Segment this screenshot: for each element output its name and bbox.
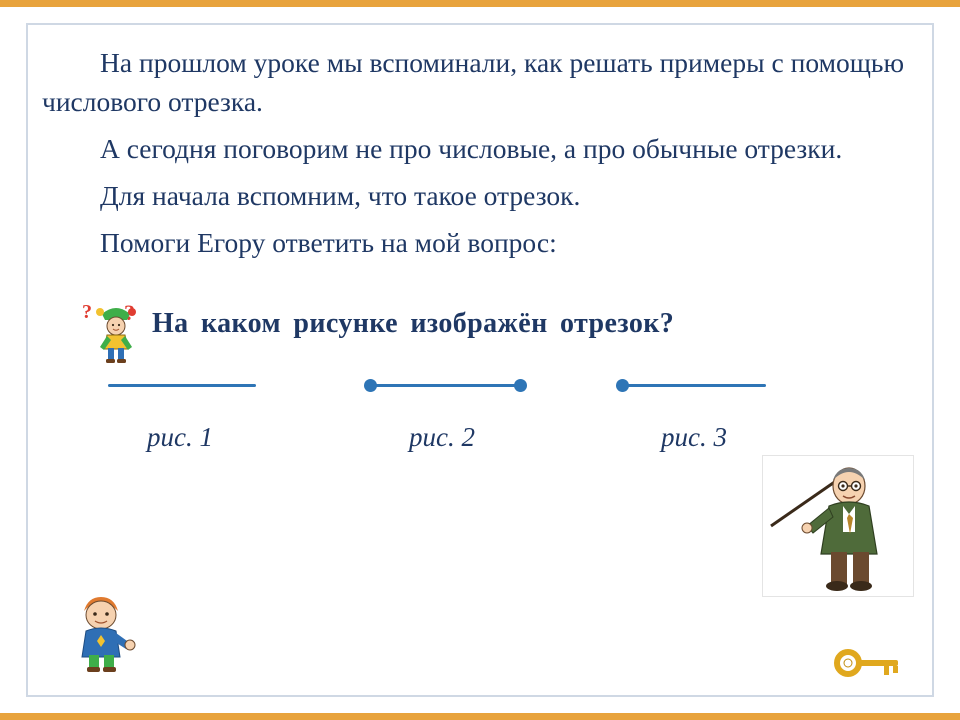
figure-1-label: рис. 1 [147, 422, 213, 453]
paragraph-3: Для начала вспомним, что такое отрезок. [100, 180, 581, 212]
figure-2[interactable] [342, 370, 542, 453]
paragraph-1: На прошлом уроке мы вспоминали, как решать примеры с помощью числового отрезка. [42, 47, 904, 118]
endpoint-dot-left [616, 379, 629, 392]
question-title: На каком рисунке изображён отрезок? [152, 308, 675, 340]
question-row [42, 296, 904, 358]
jester-boy-icon [80, 298, 152, 364]
line-segment [108, 384, 256, 387]
figure-2-label: рис. 2 [409, 422, 475, 453]
line-segment [370, 384, 520, 387]
golden-key-icon [834, 643, 902, 683]
slide-content [28, 25, 932, 695]
line-segment [622, 384, 766, 387]
figure-1-graphic [90, 370, 270, 400]
figure-3-label: рис. 3 [661, 422, 727, 453]
slide-inner-frame [26, 23, 934, 697]
figure-2-graphic [342, 370, 542, 400]
paragraph-2: А сегодня поговорим не про числовые, а про обычные отрезки. [100, 133, 843, 165]
figure-3[interactable] [604, 370, 784, 453]
endpoint-dot-right [514, 379, 527, 392]
figure-1[interactable] [90, 370, 270, 453]
teacher-with-pointer-icon [762, 455, 914, 597]
boy-pointing-icon [62, 587, 140, 673]
figure-3-graphic [604, 370, 784, 400]
svg-text:?: ? [82, 301, 92, 324]
paragraph-4: Помоги Егору ответить на мой вопрос: [100, 227, 557, 259]
endpoint-dot-left [364, 379, 377, 392]
